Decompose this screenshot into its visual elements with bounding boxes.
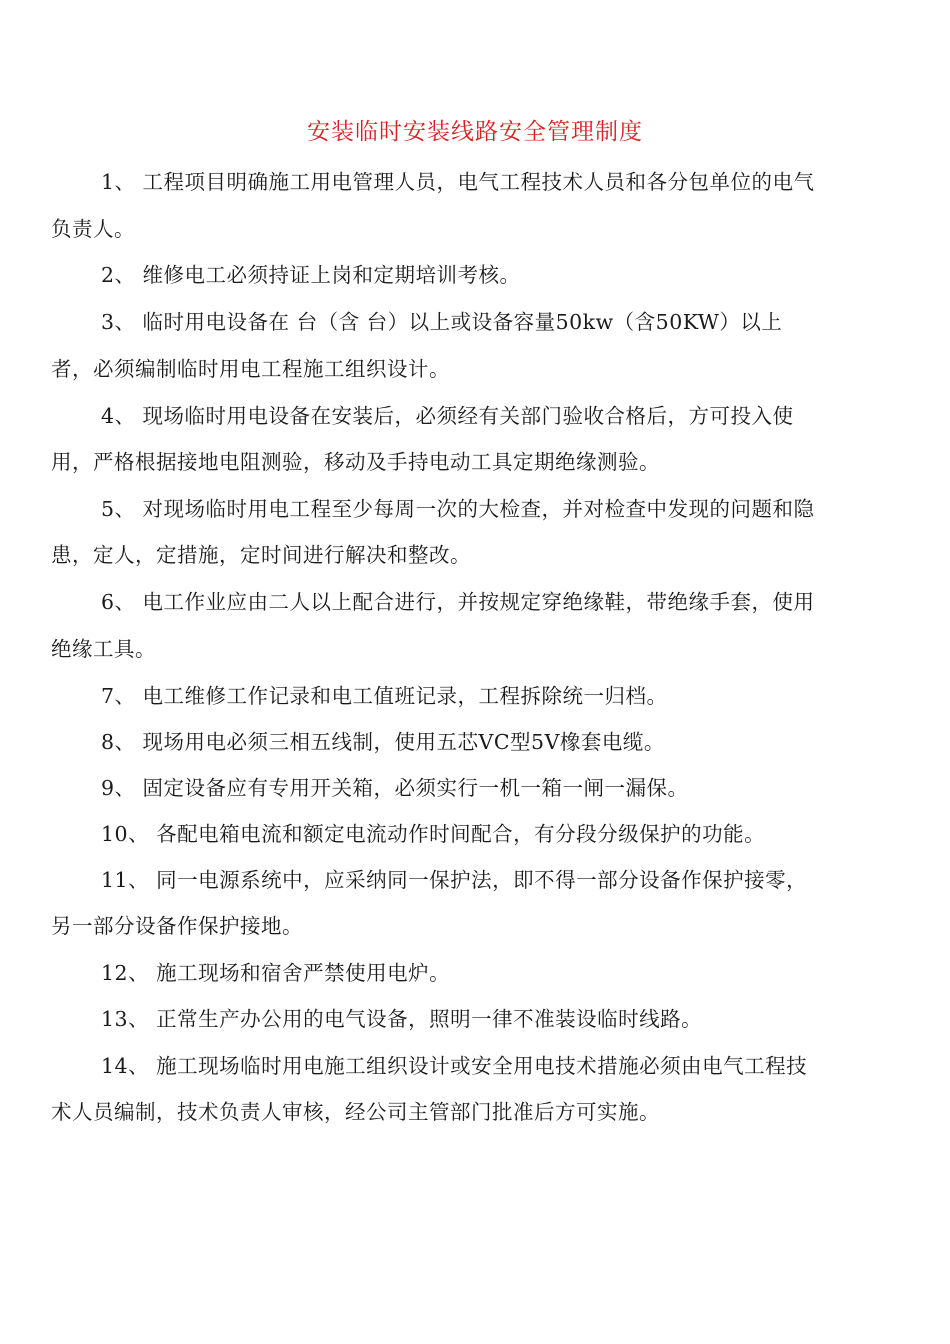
paragraph-line: 另一部分设备作保护接地。 — [51, 914, 303, 938]
paragraph-line: 绝缘工具。 — [51, 637, 156, 661]
paragraph-line: 术人员编制，技术负责人审核，经公司主管部门批准后方可实施。 — [51, 1100, 660, 1124]
paragraph-line: 1、 工程项目明确施工用电管理人员，电气工程技术人员和各分包单位的电气 — [101, 170, 815, 194]
paragraph-line: 7、 电工维修工作记录和电工值班记录，工程拆除统一归档。 — [101, 684, 668, 708]
paragraph-line: 9、 固定设备应有专用开关箱，必须实行一机一箱一闸一漏保。 — [101, 776, 689, 800]
paragraph-line: 11、 同一电源系统中，应采纳同一保护法，即不得一部分设备作保护接零， — [101, 868, 808, 892]
document-title: 安装临时安装线路安全管理制度 — [307, 119, 643, 145]
paragraph-line: 6、 电工作业应由二人以上配合进行，并按规定穿绝缘鞋，带绝缘手套，使用 — [101, 590, 815, 614]
paragraph-line: 患，定人，定措施，定时间进行解决和整改。 — [51, 543, 471, 567]
paragraph-line: 者，必须编制临时用电工程施工组织设计。 — [51, 357, 450, 381]
paragraph-line: 5、 对现场临时用电工程至少每周一次的大检查，并对检查中发现的问题和隐 — [101, 497, 815, 521]
paragraph-line: 用，严格根据接地电阻测验，移动及手持电动工具定期绝缘测验。 — [51, 450, 660, 474]
paragraph-line: 10、 各配电箱电流和额定电流动作时间配合，有分段分级保护的功能。 — [101, 822, 766, 846]
paragraph-line: 14、 施工现场临时用电施工组织设计或安全用电技术措施必须由电气工程技 — [101, 1054, 808, 1078]
paragraph-line: 负责人。 — [51, 217, 135, 241]
paragraph-line: 12、 施工现场和宿舍严禁使用电炉。 — [101, 961, 451, 985]
paragraph-line: 4、 现场临时用电设备在安装后，必须经有关部门验收合格后，方可投入使 — [101, 404, 794, 428]
paragraph-line: 2、 维修电工必须持证上岗和定期培训考核。 — [101, 263, 521, 287]
paragraph-line: 13、 正常生产办公用的电气设备，照明一律不准装设临时线路。 — [101, 1007, 703, 1031]
paragraph-line: 8、 现场用电必须三相五线制，使用五芯VC型5V橡套电缆。 — [101, 730, 665, 754]
paragraph-line: 3、 临时用电设备在 台（含 台）以上或设备容量50kw（含50KW）以上 — [101, 310, 783, 334]
